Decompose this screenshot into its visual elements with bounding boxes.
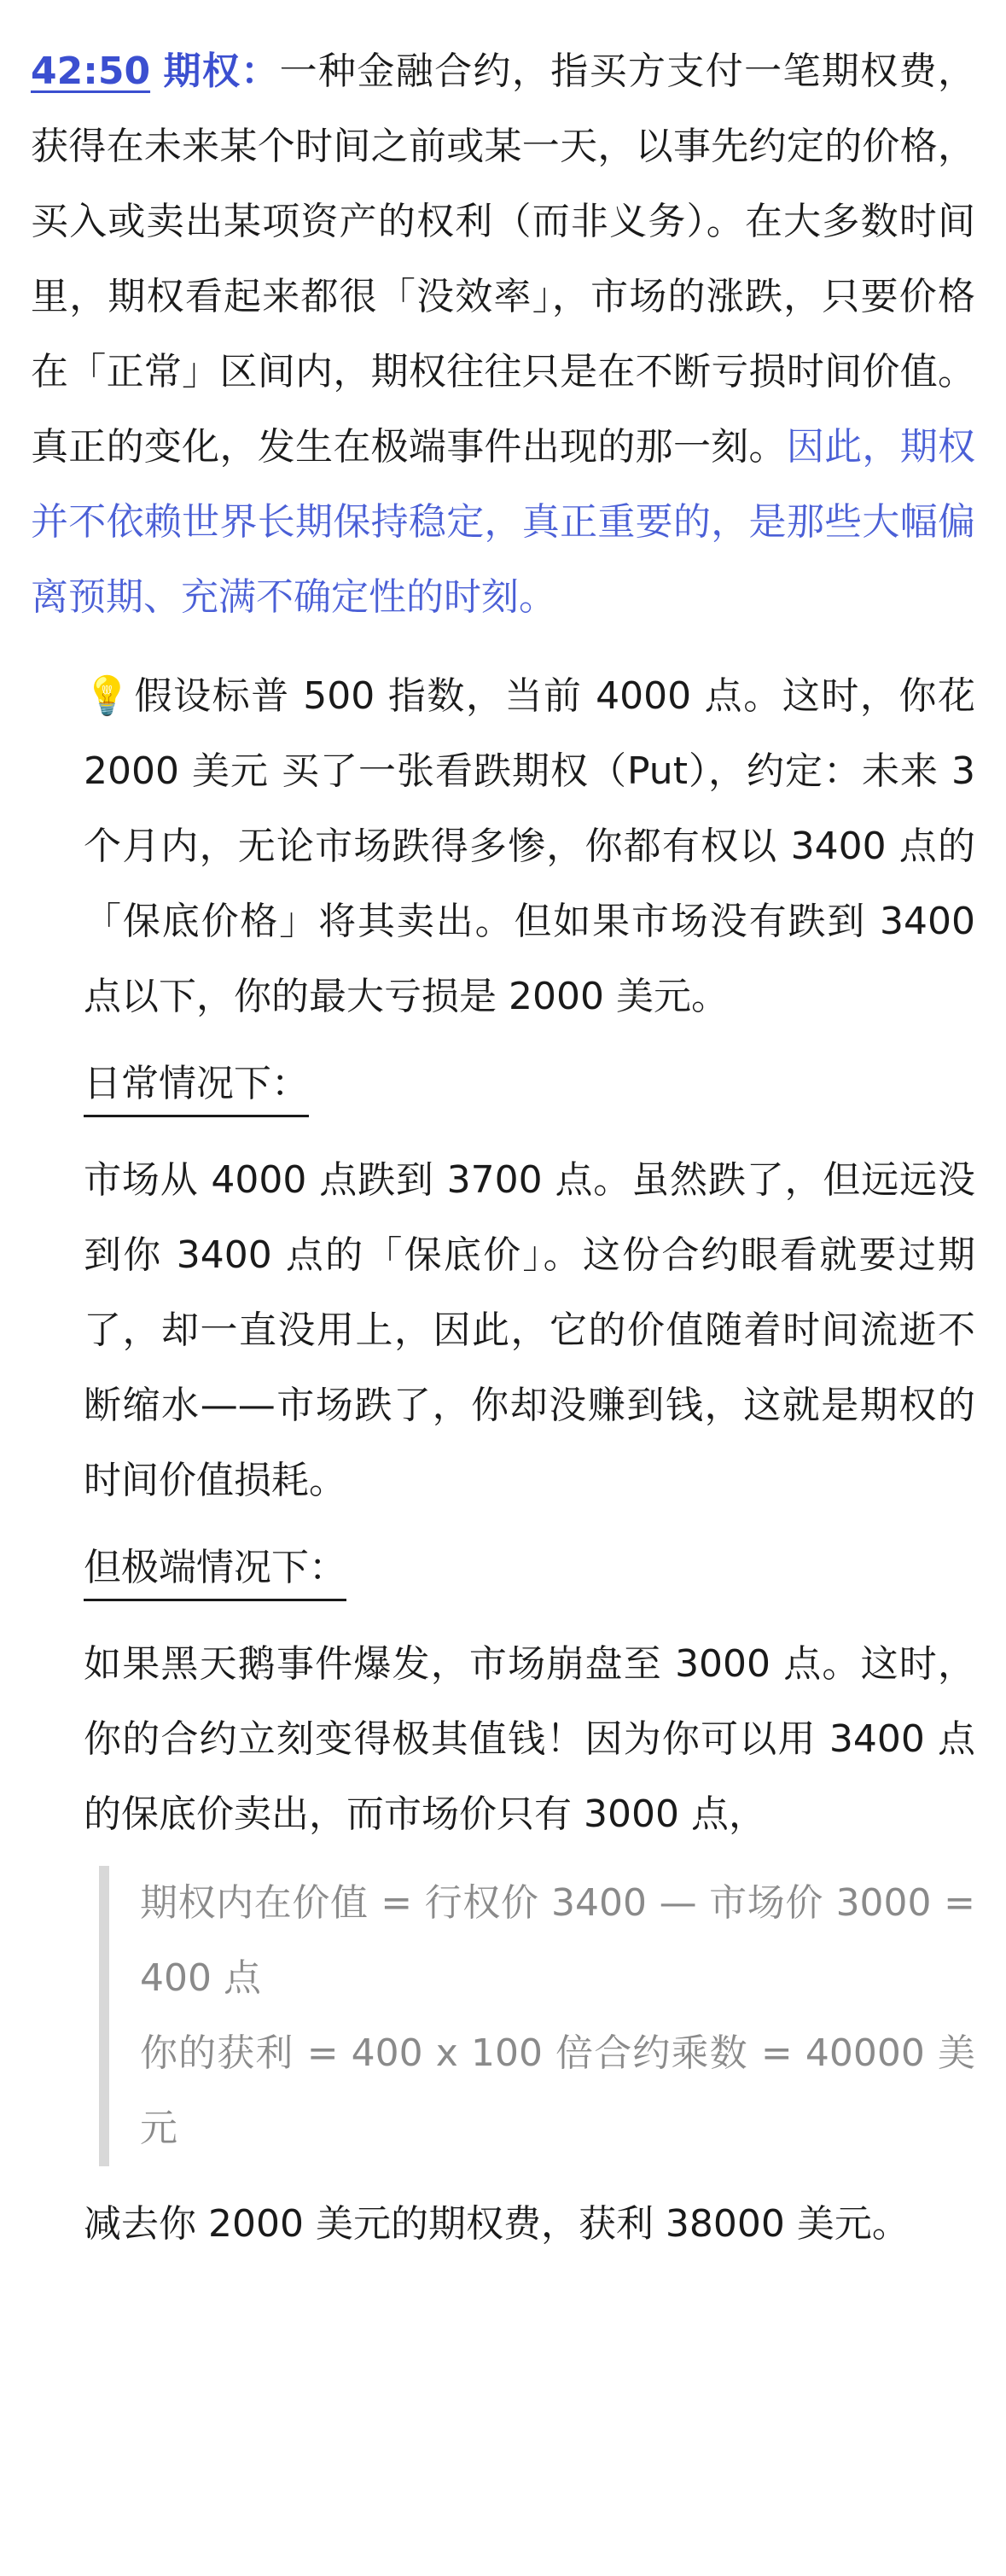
quote-line-profit: 你的获利 = 400 x 100 倍合约乘数 = 40000 美元 xyxy=(140,2031,975,2150)
extreme-case-text: 如果黑天鹅事件爆发，市场崩盘至 3000 点。这时，你的合约立刻变得极其值钱！因为你可以用 3400 点的保底价卖出，而市场价只有 3000 点， xyxy=(84,1642,975,1836)
term-label: 期权： xyxy=(163,50,280,93)
normal-case-text: 市场从 4000 点跌到 3700 点。虽然跌了，但远远没到你 3400 点的「保底价」。这份合约眼看就要过期了，却一直没用上，因此，它的价值随着时间流逝不断缩水——市场跌了，你却没赚到钱，这就是期权的时间价值损耗。 xyxy=(84,1158,975,1502)
conclusion-text: 减去你 2000 美元的期权费，获利 38000 美元。 xyxy=(84,2202,910,2246)
example-text: 假设标普 500 指数，当前 4000 点。这时，你花 2000 美元 买了一张看跌期权（Put），约定：未来 3 个月内，无论市场跌得多惨，你都有权以 3400 点的「保底价格」将其卖出。但如果市场没有跌到 3400 点以下，你的最大亏损是 2000 美元。 xyxy=(84,674,975,1018)
example-paragraph xyxy=(84,659,975,1034)
intro-paragraph xyxy=(31,34,975,635)
normal-case-heading: 日常情况下： xyxy=(84,1053,309,1117)
conclusion-section xyxy=(84,2187,975,2262)
highlight-text: 因此，期权并不依赖世界长期保持稳定，真正重要的，是那些大幅偏离预期、充满不确定性的时刻。 xyxy=(31,425,976,619)
lightbulb-icon: 💡 xyxy=(84,674,131,718)
quote-line-intrinsic-value: 期权内在价值 = 行权价 3400 — 市场价 3000 = 400 点 xyxy=(140,1881,975,2000)
example-section xyxy=(84,659,975,1852)
calculation-quote xyxy=(99,1866,975,2166)
definition-text: 一种金融合约，指买方支付一笔期权费，获得在未来某个时间之前或某一天，以事先约定的价格，买入或卖出某项资产的权利（而非义务）。在大多数时间里，期权看起来都很「没效率」，市场的涨跌，只要价格在「正常」区间内，期权往往只是在不断亏损时间价值。真正的变化，发生在极端事件出现的那一刻。 xyxy=(31,50,976,469)
timestamp-link[interactable]: 42:50 xyxy=(31,50,151,93)
extreme-case-heading: 但极端情况下： xyxy=(84,1537,346,1601)
